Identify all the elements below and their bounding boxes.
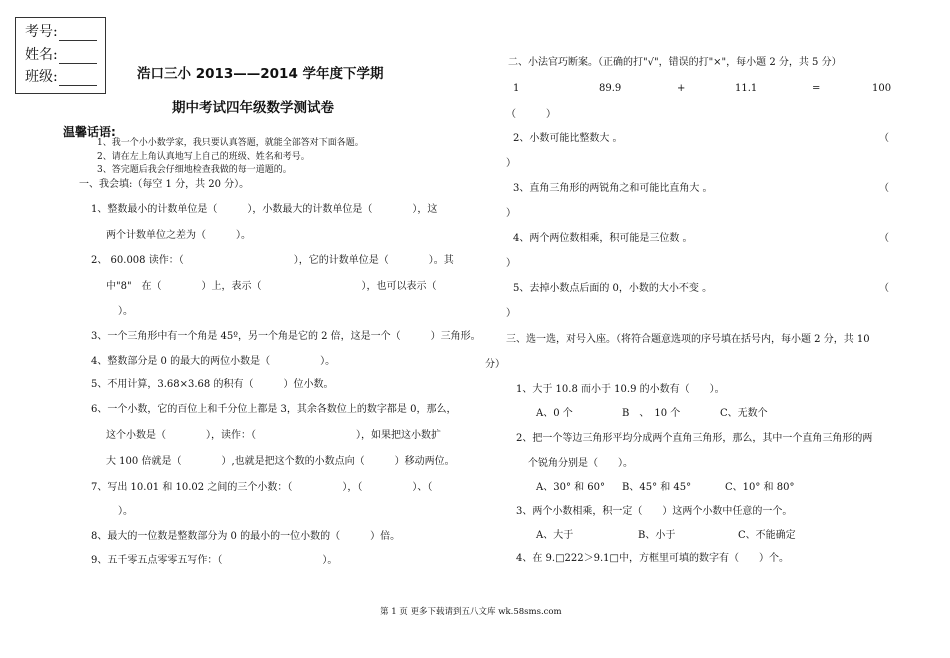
section3-heading: 三、选一选，对号入座。（将符合题意选项的序号填在括号内，每小题 2 分，共 10 [506, 334, 870, 345]
choice-q1: 1、大于 10.8 而小于 10.9 的小数有（ ）。 [516, 384, 725, 395]
fill-q3: 3、一个三角形中有一个角是 45º，另一个角是它的 2 倍，这是一个（ ）三角形。 [91, 331, 481, 342]
choice-q1-option-a[interactable]: A、0 个 [536, 408, 573, 419]
judge-q3-paren-close: ） [506, 208, 516, 219]
judge-q4-paren-close: ） [506, 258, 516, 269]
fill-q9: 9、五千零五点零零五写作：（ ）。 [91, 555, 338, 566]
section3-heading-cont: 分） [485, 359, 505, 370]
fill-q2-line3: ）。 [118, 306, 133, 317]
tip-item-3: 3、答完题后我会仔细地检查我做的每一道题的。 [97, 165, 292, 175]
judge-q2: 2、小数可能比整数大 。 [513, 133, 623, 144]
fill-q1-line1: 1、整数最小的计数单位是（ ），小数最大的计数单位是（ ），这 [91, 204, 438, 215]
judge-q3-paren-open[interactable]: （ [879, 183, 889, 194]
name-field[interactable] [25, 46, 97, 64]
choice-q3: 3、两个小数相乘，积一定（ ）这两个小数中任意的一个。 [516, 506, 793, 517]
fill-q2-line2: 中"8" 在（ ）上，表示（ ），也可以表示（ [106, 281, 437, 292]
choice-q1-option-b[interactable]: B 、 10 个 [622, 408, 681, 419]
page-footer: 第 1 页 更多下载请到五八文库 wk.58sms.com [380, 607, 562, 617]
tips-heading: 温馨话语: [63, 125, 116, 139]
judge-q3: 3、直角三角形的两锐角之和可能比直角大 。 [513, 183, 713, 194]
judge-q1-equals: = [812, 83, 821, 94]
class-label: 班级: [25, 69, 58, 85]
judge-q1-answer[interactable]: （ ） [506, 109, 556, 120]
judge-q2-paren-close: ） [506, 158, 516, 169]
fill-q5: 5、不用计算，3.68×3.68 的积有（ ）位小数。 [91, 379, 334, 390]
choice-q3-option-a[interactable]: A、大于 [536, 530, 574, 541]
fill-q4: 4、整数部分是 0 的最大的两位小数是（ ）。 [91, 356, 336, 367]
choice-q2-line2: 个锐角分别是（ ）。 [528, 458, 633, 469]
choice-q3-option-c[interactable]: C、不能确定 [738, 530, 796, 541]
judge-q5-paren-open[interactable]: （ [879, 283, 889, 294]
choice-q2-option-a[interactable]: A、30° 和 60° [536, 482, 606, 493]
fill-q6-line2: 这个小数是（ ），读作：（ ），如果把这小数扩 [106, 430, 441, 441]
class-field[interactable] [25, 68, 97, 86]
judge-q1-number: 1 [513, 83, 520, 94]
fill-q6-line1: 6、一个小数，它的百位上和千分位上都是 3，其余各数位上的数字都是 0，那么， [91, 404, 457, 415]
section1-heading: 一、我会填:（每空 1 分，共 20 分）。 [79, 179, 250, 190]
fill-q8: 8、最大的一位数是整数部分为 0 的最小的一位小数的（ ）倍。 [91, 531, 401, 542]
exam-number-label: 考号: [25, 24, 58, 40]
tip-item-1: 1、我一个小小数学家，我只要认真答题，就能全部答对下面各题。 [97, 138, 364, 148]
choice-q2-option-b[interactable]: B、45° 和 45° [622, 482, 692, 493]
fill-q1-line2: 两个计数单位之差为（ ）。 [106, 230, 251, 241]
exam-title-line2: 期中考试四年级数学测试卷 [172, 100, 334, 116]
name-blank[interactable] [59, 49, 97, 64]
choice-q1-option-c[interactable]: C、无数个 [720, 408, 768, 419]
fill-q7-line1: 7、写出 10.01 和 10.02 之间的三个小数：（ ），（ ）、（ [91, 482, 433, 493]
exam-number-blank[interactable] [59, 26, 97, 41]
judge-q5: 5、去掉小数点后面的 0，小数的大小不变 。 [513, 283, 713, 294]
judge-q2-paren-open[interactable]: （ [879, 133, 889, 144]
name-label: 姓名: [25, 47, 58, 63]
judge-q4: 4、两个两位数相乘，积可能是三位数 。 [513, 233, 693, 244]
judge-q1-result: 100 [872, 83, 892, 94]
judge-q1-term1: 89.9 [599, 83, 622, 94]
choice-q3-option-b[interactable]: B、小于 [638, 530, 676, 541]
fill-q6-line3: 大 100 倍就是（ ）,也就是把这个数的小数点向（ ）移动两位。 [106, 456, 455, 467]
choice-q2-option-c[interactable]: C、10° 和 80° [725, 482, 795, 493]
student-info-box [15, 17, 106, 94]
judge-q1-plus: + [677, 83, 686, 94]
judge-q1-term2: 11.1 [735, 83, 758, 94]
fill-q2-line1: 2、 60.008 读作：（ ），它的计数单位是（ ）。其 [91, 255, 454, 266]
judge-q5-paren-close: ） [506, 308, 516, 319]
exam-number-field[interactable] [25, 23, 97, 41]
choice-q4: 4、在 9.□222＞9.1□中，方框里可填的数字有（ ）个。 [516, 553, 789, 564]
section2-heading: 二、小法官巧断案。（正确的打"√"，错误的打"×"，每小题 2 分，共 5 分） [508, 57, 842, 68]
exam-title-line1: 浩口三小 2013——2014 学年度下学期 [137, 66, 384, 82]
tip-item-2: 2、请在左上角认真地写上自己的班级、姓名和考号。 [97, 152, 310, 162]
choice-q2-line1: 2、把一个等边三角形平均分成两个直角三角形，那么，其中一个直角三角形的两 [516, 433, 873, 444]
fill-q7-line2: ）。 [118, 506, 133, 517]
class-blank[interactable] [59, 71, 97, 86]
judge-q4-paren-open[interactable]: （ [879, 233, 889, 244]
